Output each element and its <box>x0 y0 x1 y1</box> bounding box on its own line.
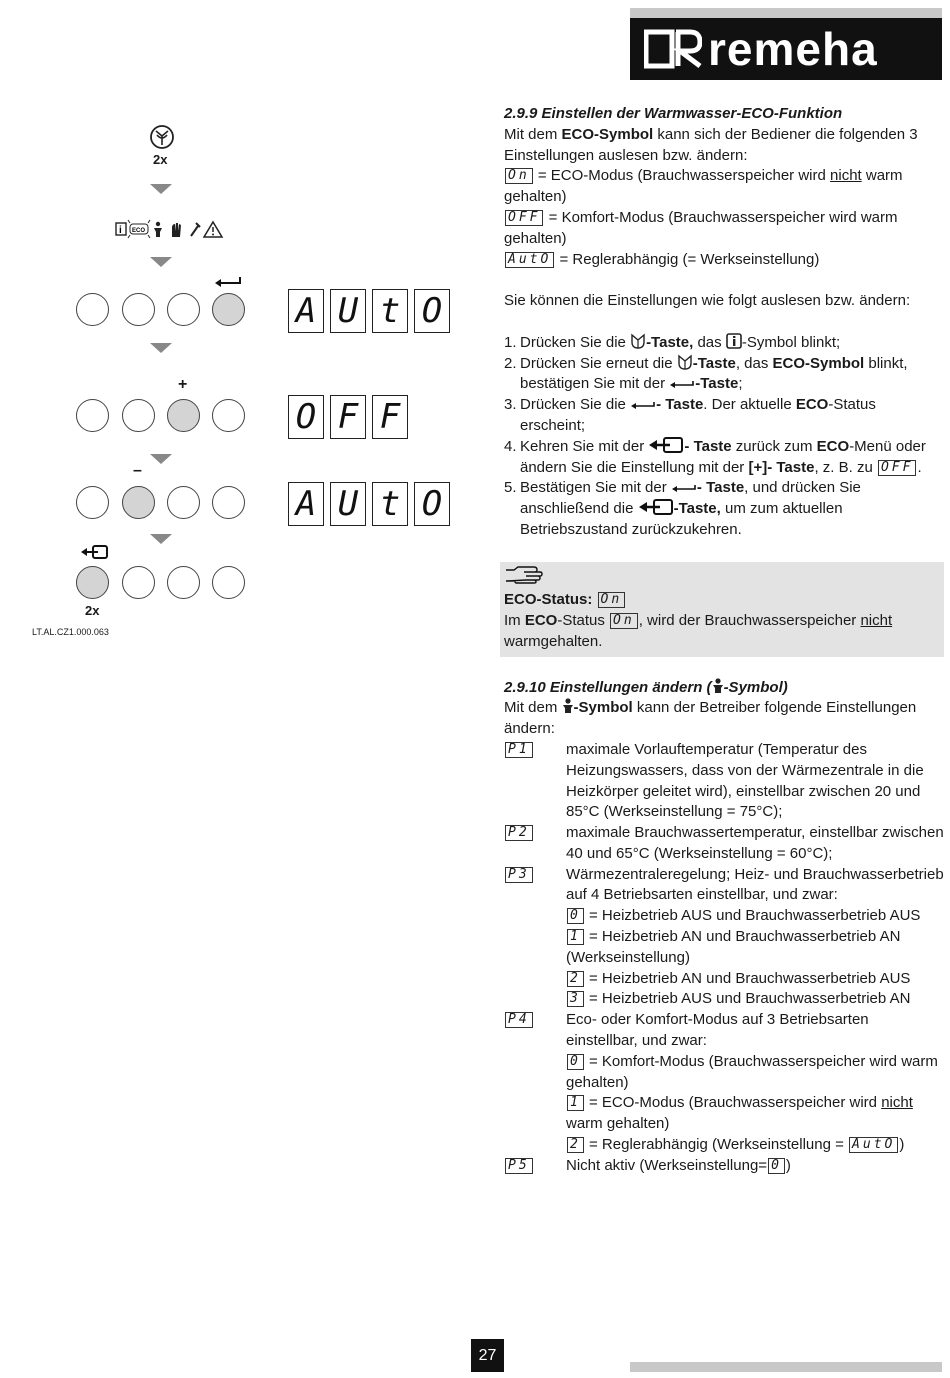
list-item: P3 Wärmezentraleregelung; Heiz- und Brauchwasserbetrieb auf 4 Betriebsarten einstellbar, und zwar: 0 = Heizbetrieb AUS und Brauchwasserbetrieb AUS 1 = Heizbetrieb AN und Brauchwasserbetrieb AN (Werkseinstellung) 2 = Heizbetrieb AN und Brauchwasserbetrieb AUS 3 = Heizbetrieb AUS und Brauchwasserbetrieb AN <box>504 865 944 1011</box>
info-icon <box>726 333 742 349</box>
enter-button-pressed[interactable] <box>212 293 245 326</box>
control-button[interactable] <box>76 486 109 519</box>
list-item: P1 maximale Vorlauftemperatur (Temperatur des Heizungswassers, dass von der Wärmezentrale in die Heizkörper geleitet wird), einstellbar zwischen 20 und 85°C (Werkseinstellung = 75°C); <box>504 740 944 823</box>
list-item: P4 Eco- oder Komfort-Modus auf 3 Betriebsarten einstellbar, und zwar: 0 = Komfort-Modus (Brauchwasserspeicher wird warm gehalten) 1 = ECO-Modus (Brauchwasserspeicher wird nicht warm gehalten) 2 = Reglerabhängig (Werkseinstellung = AutO ) <box>504 1010 944 1156</box>
page-number: 27 <box>471 1339 504 1372</box>
list-item: 4. Kehren Sie mit der - Taste zurück zum ECO-Menü oder ändern Sie die Einstellung mit der [+]- Taste, z. B. zu OFF . <box>504 437 926 476</box>
person-icon <box>562 698 574 714</box>
list-item: P5 Nicht aktiv (Werkseinstellung= 0 ) <box>504 1156 944 1177</box>
header-rule <box>630 8 942 18</box>
enter-key-icon <box>671 484 697 494</box>
control-button[interactable] <box>76 399 109 432</box>
control-button[interactable] <box>167 293 200 326</box>
option-auto: AutO = Reglerabhängig (= Werkseinstellung) <box>504 250 944 271</box>
enter-key-icon <box>630 401 656 411</box>
note-title: ECO-Status: On <box>504 590 940 611</box>
step-arrow-icon <box>150 343 172 353</box>
control-button[interactable] <box>122 399 155 432</box>
back-key-icon <box>80 544 110 565</box>
control-button[interactable] <box>122 566 155 599</box>
control-button[interactable] <box>212 566 245 599</box>
list-item: P2 maximale Brauchwassertemperatur, einstellbar zwischen 40 und 65°C (Werkseinstellung = 60°C); <box>504 823 944 865</box>
section-heading: 2.9.10 Einstellungen ändern ( -Symbol) <box>504 678 788 696</box>
back-key-icon <box>648 437 684 453</box>
back-button-pressed[interactable] <box>76 566 109 599</box>
eco-badge: ECO <box>132 228 146 234</box>
option-off: OFF = Komfort-Modus (Brauchwasserspeicher wird warm gehalten) <box>504 208 898 247</box>
footer-rule <box>630 1362 942 1372</box>
paragraph: Mit dem ECO-Symbol kann sich der Bediener die folgenden 3 Einstellungen auslesen bzw. ändern: <box>504 125 918 164</box>
press-count-label: 2x <box>153 152 168 167</box>
plus-label: + <box>178 376 188 393</box>
control-button[interactable] <box>122 293 155 326</box>
svg-text:i: i <box>119 225 122 236</box>
press-count-label: 2x <box>85 603 100 618</box>
person-icon <box>712 678 724 694</box>
eco-key-icon <box>630 333 646 349</box>
control-button[interactable] <box>212 399 245 432</box>
remeha-mark-icon <box>644 29 702 69</box>
control-button[interactable] <box>76 293 109 326</box>
list-item: 2. Drücken Sie erneut die -Taste, das ECO-Symbol blinkt, bestätigen Sie mit der -Taste; <box>504 354 908 393</box>
paragraph: Sie können die Einstellungen wie folgt auslesen bzw. ändern: <box>504 292 911 310</box>
note-box <box>500 562 944 657</box>
brand-logo <box>630 18 942 80</box>
enter-key-icon <box>669 380 695 390</box>
plus-button-pressed[interactable] <box>167 399 200 432</box>
step-arrow-icon <box>150 534 172 544</box>
eco-key-icon <box>149 124 175 155</box>
segment-display-auto: A U t O <box>288 482 456 531</box>
back-key-icon <box>638 499 674 515</box>
segment-display-off: O F F <box>288 395 414 444</box>
minus-button-pressed[interactable] <box>122 486 155 519</box>
note-text: Im ECO-Status On , wird der Brauchwasserspeicher nicht warmgehalten. <box>504 612 893 650</box>
minus-label: – <box>133 462 142 479</box>
control-button[interactable] <box>167 486 200 519</box>
status-symbol-row <box>114 219 224 244</box>
parameter-list <box>504 740 944 1177</box>
step-arrow-icon <box>150 454 172 464</box>
step-arrow-icon <box>150 184 172 194</box>
option-on: On = ECO-Modus (Brauchwasserspeicher wird nicht warm gehalten) <box>504 167 903 206</box>
figure-reference: LT.AL.CZ1.000.063 <box>32 627 109 637</box>
list-item: 3. Drücken Sie die - Taste. Der aktuelle ECO-Status erscheint; <box>504 396 876 434</box>
control-button[interactable] <box>167 566 200 599</box>
list-item: 1. Drücken Sie die -Taste, das -Symbol blinkt; <box>504 333 841 351</box>
control-button[interactable] <box>212 486 245 519</box>
brand-name: remeha <box>708 23 878 75</box>
list-item: 5. Bestätigen Sie mit der - Taste, und drücken Sie anschließend die -Taste, um zum aktuellen Betriebszustand zurückzukehren. <box>504 479 861 538</box>
pointing-hand-icon <box>504 564 544 584</box>
content-column <box>504 104 944 1177</box>
step-arrow-icon <box>150 257 172 267</box>
section-heading: 2.9.9 Einstellen der Warmwasser-ECO-Funktion <box>504 105 843 122</box>
eco-key-icon <box>677 354 693 370</box>
paragraph: Mit dem -Symbol kann der Betreiber folgende Einstellungen ändern: <box>504 699 917 738</box>
segment-display-auto: A U t O <box>288 289 456 338</box>
steps-list <box>504 333 944 541</box>
